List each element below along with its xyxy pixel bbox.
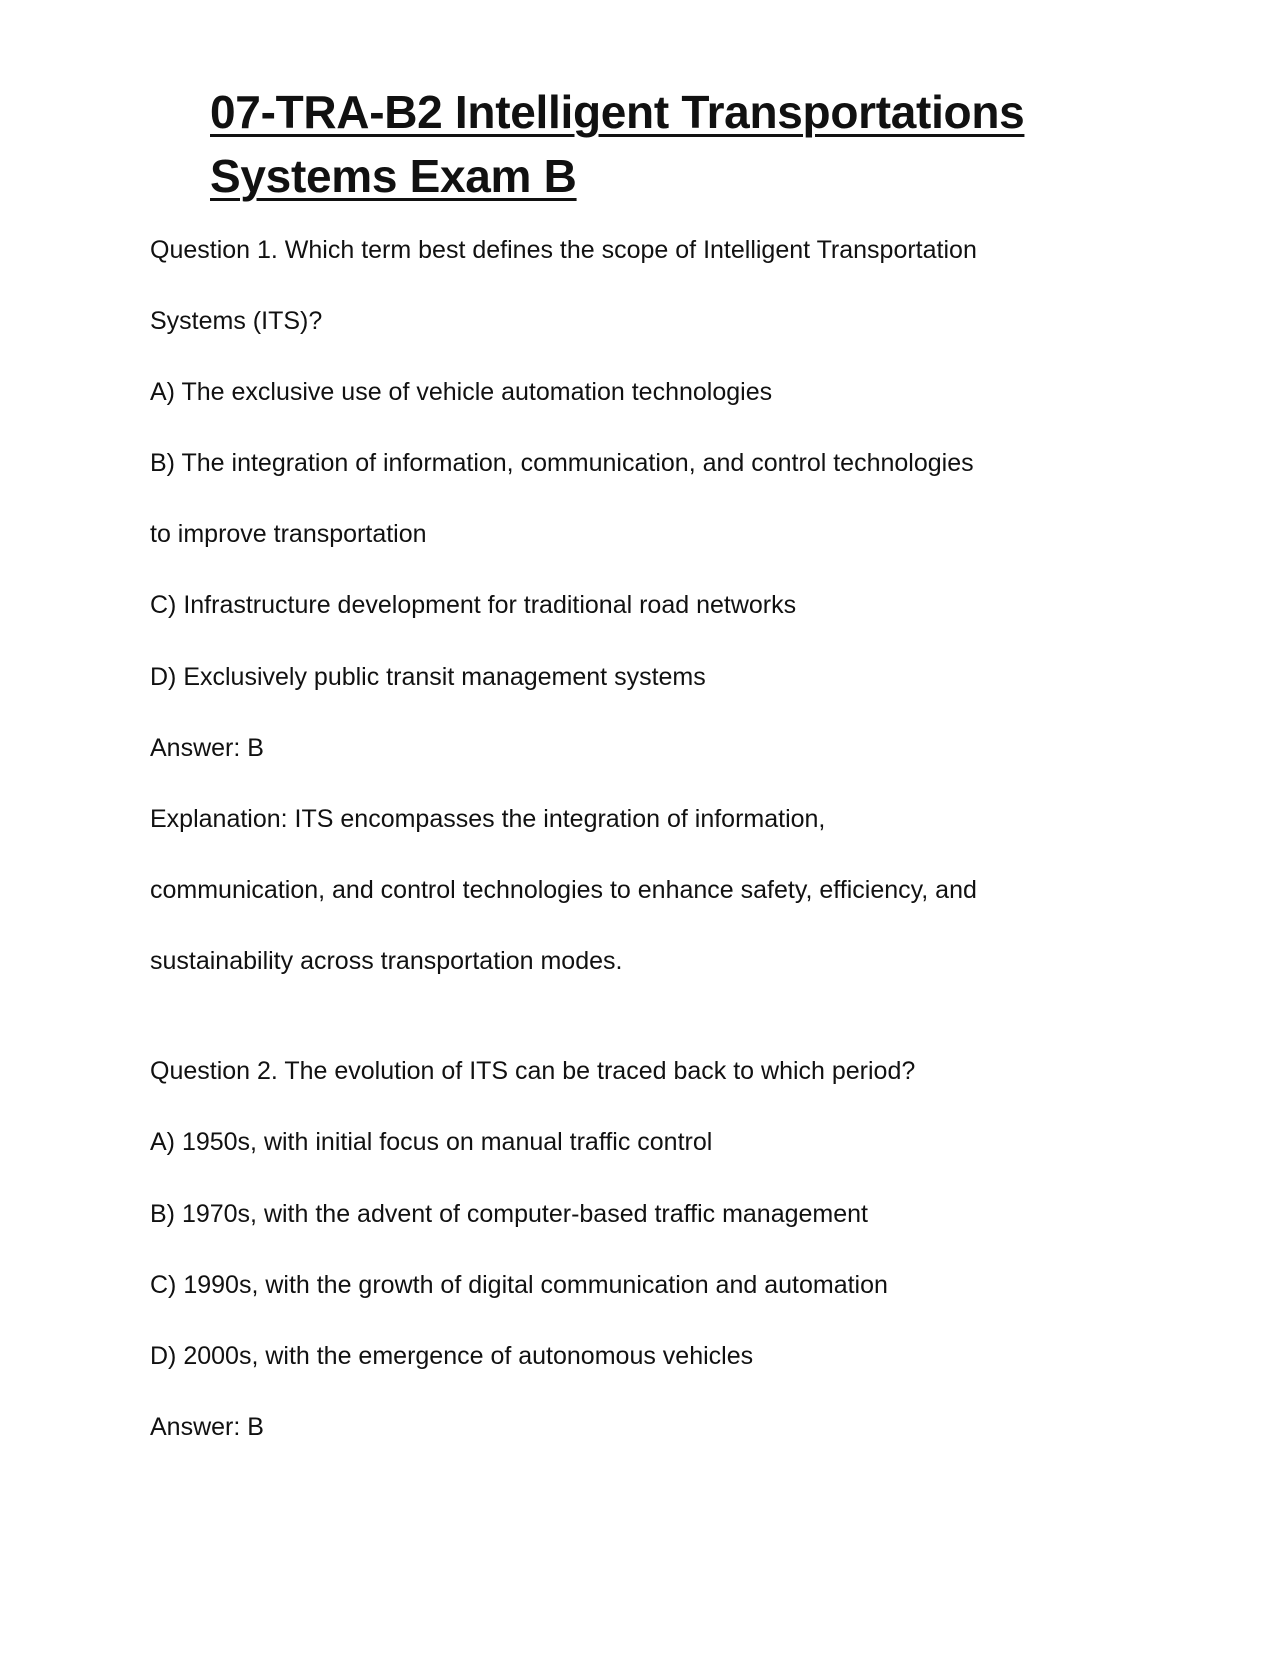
question-1-text-line-2: Systems (ITS)?: [150, 307, 323, 335]
question-2-option-b: B) 1970s, with the advent of computer-based traffic management: [150, 1200, 868, 1228]
question-2-option-d: D) 2000s, with the emergence of autonomous vehicles: [150, 1342, 754, 1370]
question-1-explanation-line-3: sustainability across transportation modes.: [150, 947, 623, 975]
question-1-option-b-line-2: to improve transportation: [150, 520, 427, 548]
question-1-explanation-line-1: Explanation: ITS encompasses the integration of information,: [150, 805, 826, 833]
question-1-option-a: A) The exclusive use of vehicle automation technologies: [150, 378, 773, 406]
question-1-answer: Answer: B: [150, 734, 264, 762]
title-line-2: Systems Exam B: [210, 150, 577, 202]
question-2-option-c: C) 1990s, with the growth of digital communication and automation: [150, 1271, 888, 1299]
title-line-1: 07-TRA-B2 Intelligent Transportations: [210, 86, 1025, 138]
question-1-option-d: D) Exclusively public transit management systems: [150, 663, 706, 691]
question-2-option-a: A) 1950s, with initial focus on manual traffic control: [150, 1128, 713, 1156]
document-title: [210, 80, 1110, 208]
question-1-option-b-line-1: B) The integration of information, communication, and control technologies: [150, 449, 974, 477]
question-1-text-line-1: Question 1. Which term best defines the scope of Intelligent Transportation: [150, 236, 977, 264]
question-2-text: Question 2. The evolution of ITS can be traced back to which period?: [150, 1057, 916, 1085]
question-1-explanation-line-2: communication, and control technologies to enhance safety, efficiency, and: [150, 876, 977, 904]
question-1-option-c: C) Infrastructure development for traditional road networks: [150, 591, 797, 619]
question-2-answer: Answer: B: [150, 1413, 264, 1441]
